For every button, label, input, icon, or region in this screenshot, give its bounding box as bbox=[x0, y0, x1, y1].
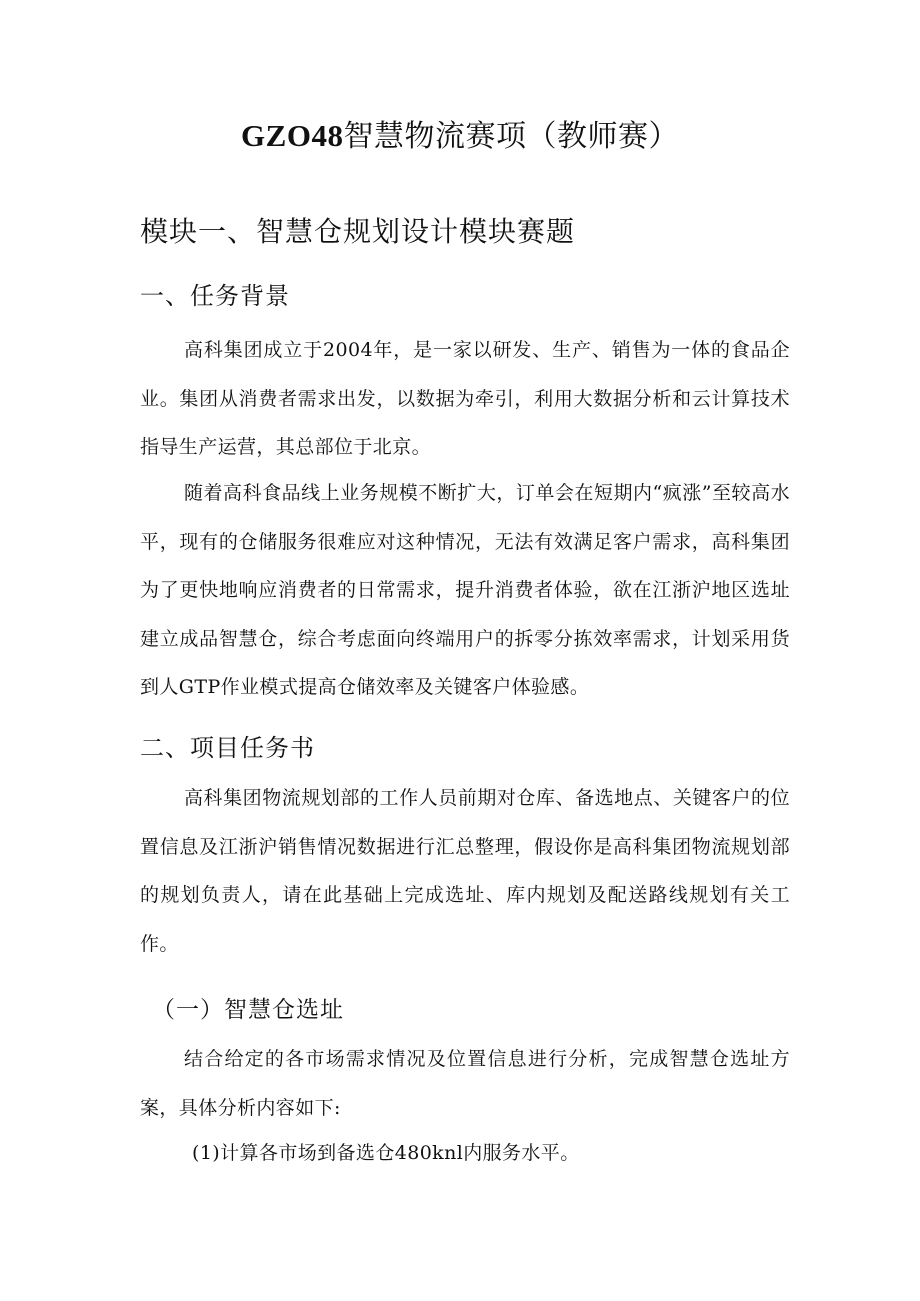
title-text: 智慧物流赛项（教师赛） bbox=[343, 119, 679, 154]
document-title bbox=[0, 116, 920, 157]
paragraph-site-selection: 结合给定的各市场需求情况及位置信息进行分析，完成智慧仓选址方案，具体分析内容如下: bbox=[140, 1048, 790, 1119]
section-heading-task-book: 二、项目任务书 bbox=[140, 734, 315, 762]
paragraph-company-intro: 高科集团成立于2004年，是一家以研发、生产、销售为一体的食品企业。集团从消费者需求出发，以数据为牵引，利用大数据分析和云计算技术指导生产运营，其总部位于北京。 bbox=[140, 339, 790, 458]
list-item-service-level: (1)计算各市场到备选仓480knl内服务水平。 bbox=[192, 1142, 580, 1164]
section-heading-background: 一、任务背景 bbox=[140, 282, 290, 310]
subsection-heading-site-selection: （一）智慧仓选址 bbox=[152, 997, 344, 1023]
paragraph-task-description: 高科集团物流规划部的工作人员前期对仓库、备选地点、关键客户的位置信息及江浙沪销售情况数据进行汇总整理，假设你是高科集团物流规划部的规划负责人，请在此基础上完成选址、库内规划及配送路线规划有关工作。 bbox=[140, 787, 790, 955]
title-code: GZO48 bbox=[241, 118, 344, 153]
module-heading: 模块一、智慧仓规划设计模块赛题 bbox=[140, 215, 576, 248]
paragraph-business-growth: 随着高科食品线上业务规模不断扩大，订单会在短期内“疯涨”至较高水平，现有的仓储服务很难应对这种情况，无法有效满足客户需求，高科集团为了更快地响应消费者的日常需求，提升消费者体验，欲在江浙沪地区选址建立成品智慧仓，综合考虑面向终端用户的拆零分拣效率需求，计划采用货到人GTP作业模式提高仓储效率及关键客户体验感。 bbox=[140, 482, 790, 698]
